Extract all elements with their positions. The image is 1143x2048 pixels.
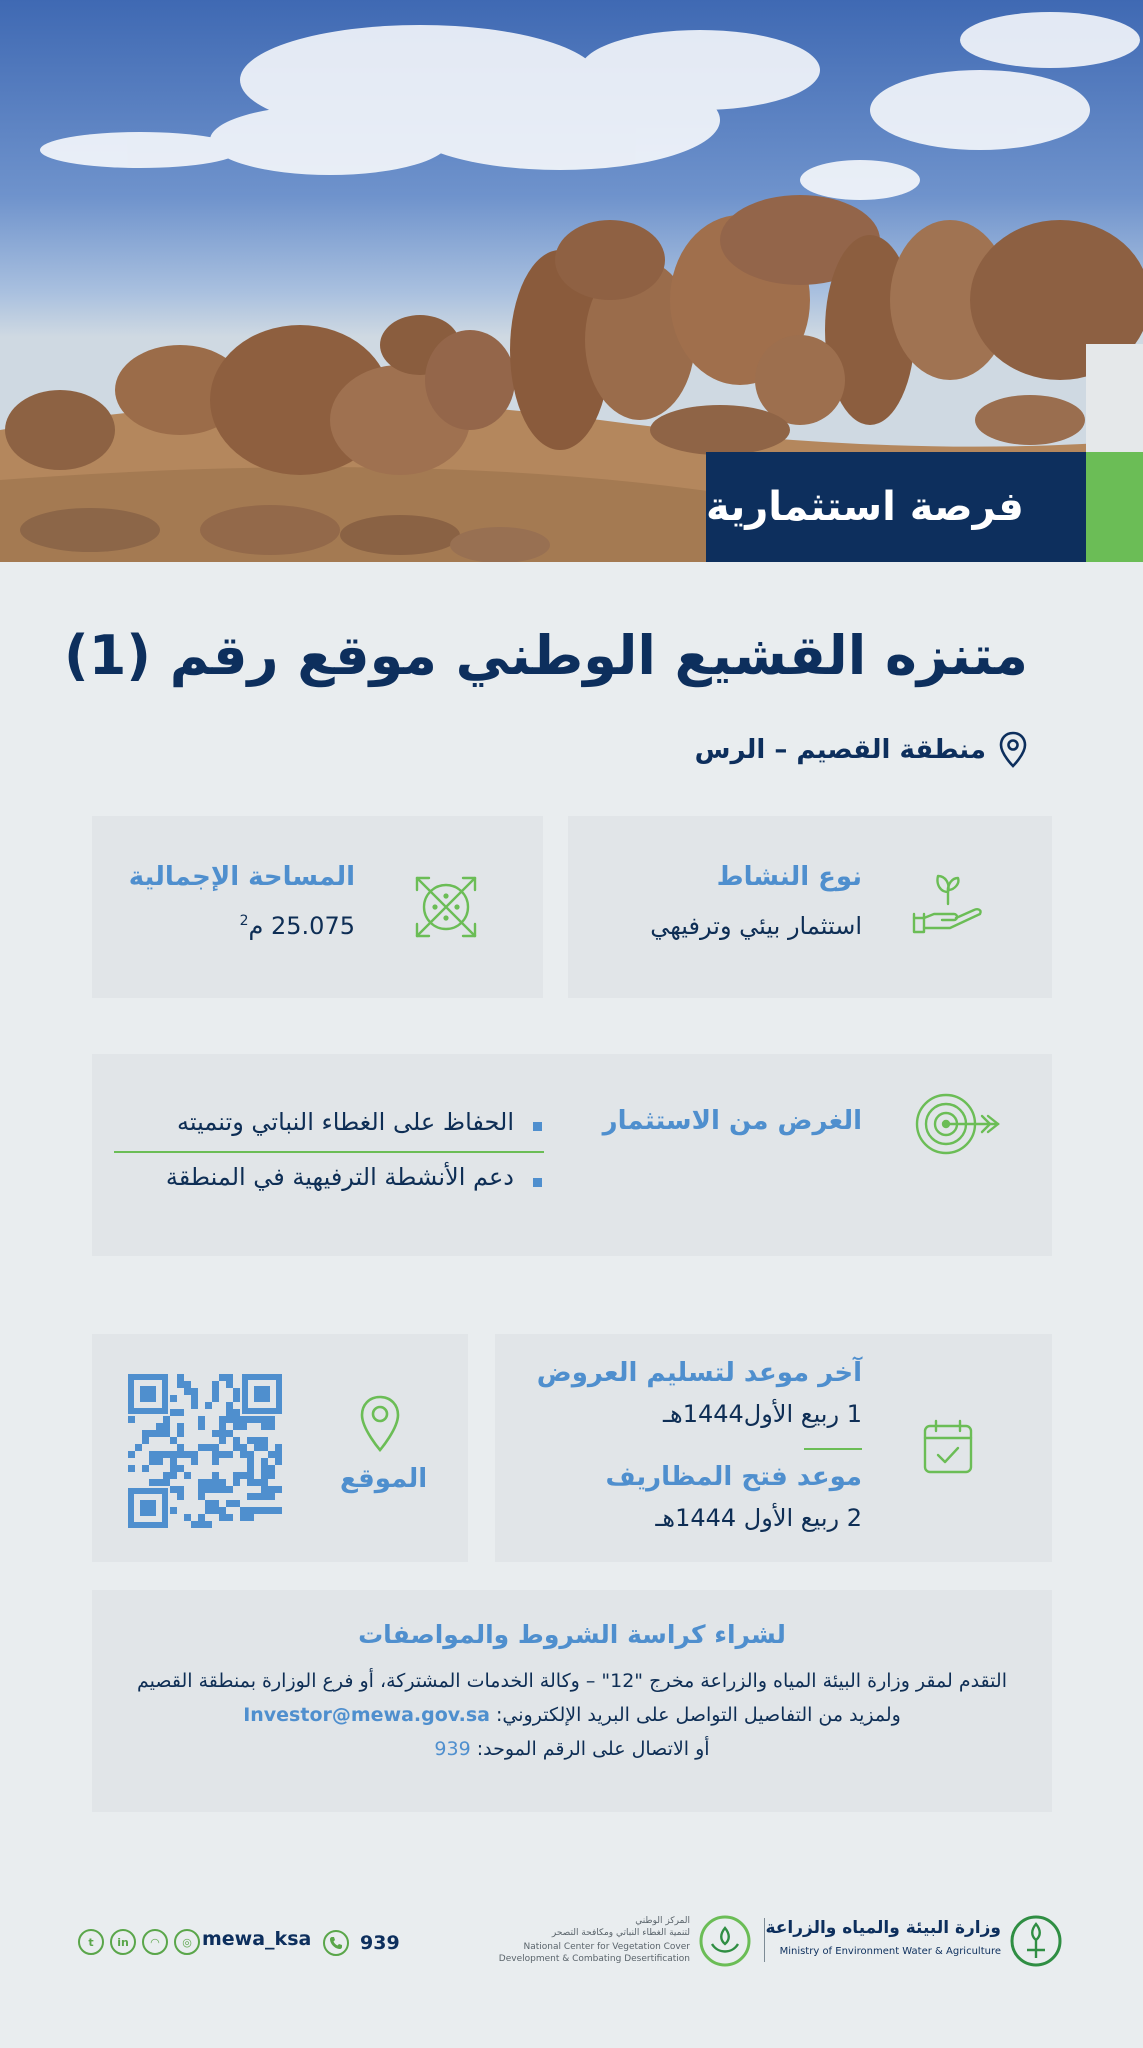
activity-card	[568, 816, 1052, 998]
purchase-title: لشراء كراسة الشروط والمواصفات	[358, 1620, 786, 1649]
site-card	[92, 1334, 468, 1562]
ministry-name-ar: وزارة البيئة والمياه والزراعة	[765, 1918, 1001, 1938]
area-unit-sup: 2	[239, 913, 249, 929]
purchase-line-1: التقدم لمقر وزارة البيئة المياه والزراعة مخرج "12" – وكالة الخدمات المشتركة، أو فرع الوزارة بمنطقة القصيم	[137, 1670, 1007, 1692]
opening-title: موعد فتح المظاريف	[605, 1462, 862, 1492]
ministry-name-en: Ministry of Environment Water & Agriculture	[779, 1946, 1001, 1957]
linkedin-icon[interactable]: in	[110, 1929, 136, 1955]
opening-value: 2 ربيع الأول 1444هـ	[655, 1504, 862, 1532]
ministry-logo	[765, 1914, 1063, 1970]
target-icon	[914, 1092, 1004, 1156]
phone-icon	[322, 1929, 350, 1957]
purchase-line-3	[92, 1738, 1052, 1760]
footer-handle[interactable]: mewa_ksa	[202, 1928, 312, 1950]
social-icons	[78, 1929, 200, 1955]
activity-title: نوع النشاط	[716, 862, 862, 892]
area-value-text: 25.075 م	[248, 912, 355, 940]
location-text: منطقة القصيم – الرس	[694, 735, 986, 765]
ncvc-name-ar-1: المركز الوطني	[635, 1916, 690, 1926]
purpose-item-2: دعم الأنشطة الترفيهية في المنطقة	[165, 1163, 514, 1191]
hero-accent-green	[1086, 452, 1143, 562]
ministry-emblem-icon	[1009, 1914, 1063, 1968]
purchase-phone-link[interactable]: 939	[434, 1738, 471, 1760]
deadline-title: آخر موعد لتسليم العروض	[536, 1358, 862, 1388]
purpose-title: الغرض من الاستثمار	[602, 1106, 862, 1136]
activity-value: استثمار بيئي وترفيهي	[650, 912, 862, 940]
purpose-divider	[114, 1151, 544, 1153]
banner-investment-opportunity	[706, 452, 1086, 562]
purchase-line-3-text: أو الاتصال على الرقم الموحد:	[476, 1738, 710, 1760]
ncvc-name-en-1: National Center for Vegetation Cover	[523, 1942, 690, 1952]
calendar-check-icon	[922, 1418, 974, 1476]
area-title: المساحة الإجمالية	[128, 862, 355, 892]
expand-area-icon	[413, 874, 479, 940]
page-title: متنزه القشيع الوطني موقع رقم (1)	[64, 624, 1028, 687]
area-value	[240, 912, 355, 940]
banner-text: فرصة استثمارية	[706, 484, 1024, 530]
footer-divider	[764, 1918, 765, 1962]
snapchat-icon[interactable]: ◠	[142, 1929, 168, 1955]
purchase-line-2	[92, 1704, 1052, 1726]
footer-phone	[322, 1928, 400, 1958]
purchase-line-2-text: ولمزيد من التفاصيل التواصل على البريد الإلكتروني:	[496, 1704, 901, 1726]
purchase-card	[92, 1590, 1052, 1812]
area-card	[92, 816, 543, 998]
instagram-icon[interactable]: ◎	[174, 1929, 200, 1955]
ncvc-name-en-2: Development & Combating Desertification	[498, 1954, 690, 1964]
hero-accent-light	[1086, 344, 1143, 452]
location-row	[695, 728, 1028, 772]
purchase-email-link[interactable]: Investor@mewa.gov.sa	[243, 1704, 490, 1726]
purpose-bullet-1	[533, 1122, 542, 1131]
hero-image	[0, 0, 1143, 562]
location-pin-icon	[358, 1394, 402, 1454]
hand-plant-icon	[910, 870, 986, 940]
purpose-bullet-2	[533, 1178, 542, 1187]
purpose-item-1: الحفاظ على الغطاء النباتي وتنميته	[177, 1108, 514, 1136]
twitter-icon[interactable]: t	[78, 1929, 104, 1955]
dates-card	[495, 1334, 1052, 1562]
footer-phone-number[interactable]: 939	[360, 1932, 400, 1954]
location-pin-icon	[998, 731, 1028, 769]
dates-divider	[804, 1448, 862, 1450]
ncvc-logo	[498, 1914, 752, 1970]
qr-code[interactable]	[128, 1374, 282, 1528]
purpose-card	[92, 1054, 1052, 1256]
ncvc-emblem-icon	[698, 1914, 752, 1968]
site-label: الموقع	[340, 1464, 428, 1494]
deadline-value: 1 ربيع الأول1444هـ	[663, 1400, 862, 1428]
ncvc-name-ar-2: لتنمية الغطاء النباتي ومكافحة التصحر	[551, 1928, 690, 1938]
